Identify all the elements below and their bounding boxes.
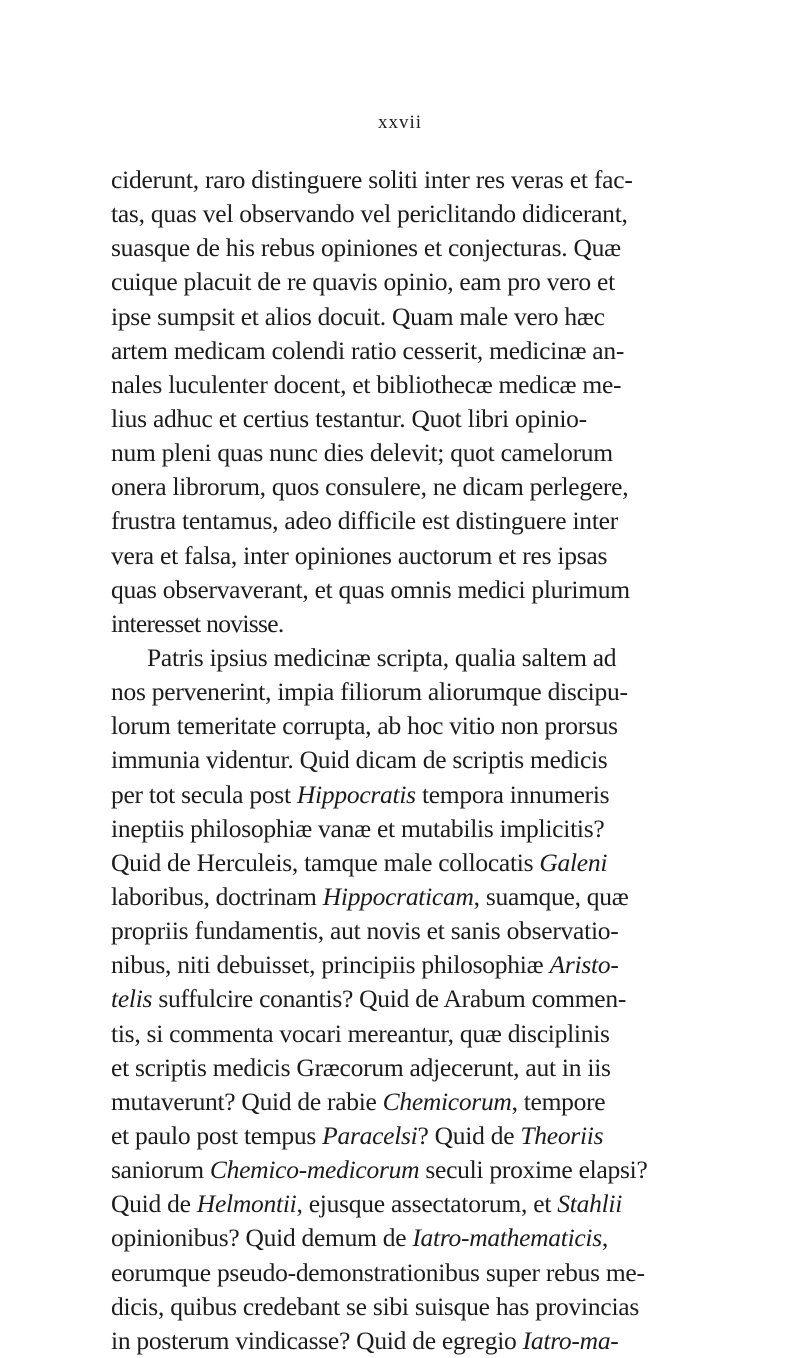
text-segment: num pleni quas nunc dies delevit; quot camelorum — [111, 438, 613, 468]
italic-segment: Chemicorum — [382, 1086, 512, 1116]
text-segment: ineptiis philosophiæ vanæ et mutabilis implicitis? — [111, 813, 605, 843]
text-segment: et scriptis medicis Græcorum adjecerunt, aut in iis — [111, 1052, 611, 1082]
text-segment: propriis fundamentis, aut novis et sanis observatio- — [111, 916, 619, 946]
text-segment: suasque de his rebus opiniones et conjecturas. Quæ — [111, 233, 621, 263]
italic-segment: Chemico-medicorum — [209, 1155, 420, 1185]
text-line — [111, 948, 800, 982]
text-segment: , ejusque assectatorum, et — [296, 1189, 558, 1219]
text-segment: in posterum vindicasse? Quid de egregio — [111, 1325, 523, 1355]
text-segment: tis, si commenta vocari mereantur, quæ disciplinis — [111, 1018, 610, 1048]
text-segment: cuique placuit de re quavis opinio, eam pro vero et — [111, 267, 615, 297]
text-segment: eorumque pseudo-demonstrationibus super rebus me- — [111, 1257, 645, 1287]
body-text — [111, 163, 800, 1358]
text-line — [111, 743, 800, 777]
italic-segment: Paracelsi — [322, 1120, 418, 1150]
text-segment: seculi proxime elapsi? — [419, 1155, 648, 1185]
text-line — [111, 1153, 800, 1187]
italic-segment: Hippocraticam — [322, 881, 474, 911]
italic-segment: telis — [111, 984, 153, 1014]
text-segment: interesset novisse. — [111, 608, 284, 638]
text-line — [111, 778, 800, 812]
text-segment: suffulcire conantis? Quid de Arabum commen- — [152, 984, 627, 1014]
page-number: xxvii — [377, 112, 423, 133]
text-line — [111, 1256, 800, 1290]
text-line — [111, 163, 800, 197]
text-segment: lorum temeritate corrupta, ab hoc vitio non prorsus — [111, 711, 618, 741]
text-segment: onera librorum, quos consulere, ne dicam perlegere, — [111, 472, 629, 502]
text-line — [111, 709, 800, 743]
text-segment: frustra tentamus, adeo difficile est distinguere inter — [111, 506, 618, 536]
italic-segment: Hippocratis — [296, 779, 416, 809]
text-segment: ? Quid de — [417, 1120, 521, 1150]
text-line — [111, 470, 800, 504]
text-line — [111, 982, 800, 1016]
text-line — [111, 1187, 800, 1221]
text-line — [111, 1290, 800, 1324]
text-segment: dicis, quibus credebant se sibi suisque has provincias — [111, 1291, 640, 1321]
text-segment: nos pervenerint, impia filiorum aliorumque discipu- — [111, 677, 628, 707]
text-line — [111, 402, 800, 436]
text-segment: vera et falsa, inter opiniones auctorum et res ipsas — [111, 540, 608, 570]
text-line — [111, 607, 800, 641]
text-segment: immunia videntur. Quid dicam de scriptis medicis — [111, 745, 608, 775]
text-segment: Quid de — [111, 1189, 197, 1219]
text-line — [111, 846, 800, 880]
text-segment: , tempore — [511, 1086, 606, 1116]
text-segment: nibus, niti debuisset, principiis philosophiæ — [111, 950, 550, 980]
text-segment: ipse sumpsit et alios docuit. Quam male vero hæc — [111, 301, 605, 331]
text-segment: tempora innumeris — [415, 779, 610, 809]
text-line — [111, 504, 800, 538]
italic-segment: Galeni — [539, 847, 608, 877]
text-segment: , suamque, quæ — [473, 881, 629, 911]
text-line — [111, 880, 800, 914]
italic-segment: Iatro-ma- — [522, 1325, 619, 1355]
text-line — [111, 231, 800, 265]
text-line — [111, 334, 800, 368]
italic-segment: Theoriis — [520, 1120, 604, 1150]
text-segment: Quid de Herculeis, tamque male collocatis — [111, 847, 540, 877]
text-segment: mutaverunt? Quid de rabie — [111, 1086, 383, 1116]
italic-segment: Stahlii — [557, 1189, 623, 1219]
text-line — [111, 1085, 800, 1119]
italic-segment: Aristo- — [549, 950, 619, 980]
text-line — [111, 368, 800, 402]
text-line — [111, 1051, 800, 1085]
italic-segment: Iatro-mathematicis — [412, 1223, 602, 1253]
text-segment: tas, quas vel observando vel periclitando didicerant, — [111, 199, 628, 229]
text-line — [111, 573, 800, 607]
text-segment: saniorum — [111, 1155, 210, 1185]
text-line — [111, 1017, 800, 1051]
text-segment: per tot secula post — [111, 779, 297, 809]
text-line — [111, 539, 800, 573]
text-segment: laboribus, doctrinam — [111, 881, 323, 911]
text-segment: quas observaverant, et quas omnis medici plurimum — [111, 574, 630, 604]
text-segment: , — [601, 1223, 608, 1253]
text-line — [111, 265, 800, 299]
text-line — [111, 675, 800, 709]
text-segment: artem medicam colendi ratio cesserit, medicinæ an- — [111, 335, 625, 365]
text-segment: lius adhuc et certius testantur. Quot libri opinio- — [111, 403, 587, 433]
text-line — [111, 641, 800, 675]
text-segment: Patris ipsius medicinæ scripta, qualia saltem ad — [147, 642, 617, 672]
text-segment: nales luculenter docent, et bibliothecæ medicæ me- — [111, 369, 622, 399]
text-line — [111, 812, 800, 846]
text-line — [111, 1119, 800, 1153]
text-line — [111, 914, 800, 948]
text-line — [111, 197, 800, 231]
text-segment: ciderunt, raro distinguere soliti inter res veras et fac- — [111, 165, 633, 194]
text-segment: et paulo post tempus — [111, 1120, 323, 1150]
italic-segment: Helmontii — [196, 1189, 297, 1219]
text-line — [111, 300, 800, 334]
text-line — [111, 436, 800, 470]
text-segment: opinionibus? Quid demum de — [111, 1223, 413, 1253]
text-line — [111, 1221, 800, 1255]
